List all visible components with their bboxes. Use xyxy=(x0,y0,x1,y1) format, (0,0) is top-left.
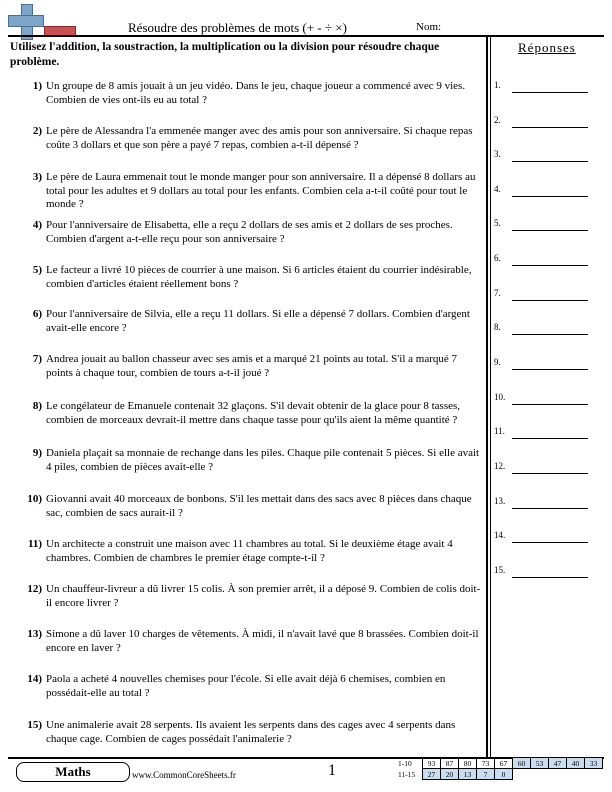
problem-number: 4) xyxy=(32,219,42,231)
header-divider xyxy=(8,35,604,37)
score-cell: 60 xyxy=(513,758,531,769)
answer-number: 2. xyxy=(494,115,501,125)
problem-number: 6) xyxy=(32,308,42,320)
answer-number: 9. xyxy=(494,357,501,367)
problem-number: 15) xyxy=(27,719,42,731)
answer-underline xyxy=(512,265,588,266)
problem-number: 8) xyxy=(32,400,42,412)
answer-underline xyxy=(512,508,588,509)
answer-underline xyxy=(512,404,588,405)
answer-underline xyxy=(512,473,588,474)
answer-underline xyxy=(512,92,588,93)
score-cell: 47 xyxy=(549,758,567,769)
answer-number: 13. xyxy=(494,496,506,506)
problem-text: Un chauffeur-livreur a dû livrer 15 colis. À son premier arrêt, il a déposé 9. Combien de colis doit-il encore livrer ? xyxy=(46,583,481,609)
answer-number: 7. xyxy=(494,288,501,298)
answer-underline xyxy=(512,577,588,578)
column-divider xyxy=(486,37,488,757)
problem-text: Giovanni avait 40 morceaux de bonbons. S'il les mettait dans des sacs avec 8 pièces dans chaque sac, combien de sacs aurait-il ? xyxy=(46,493,472,519)
problem-text: Pour l'anniversaire de Silvia, elle a reçu 11 dollars. Si elle a dépensé 7 dollars. Combien d'argent avait-elle encore ? xyxy=(46,308,470,334)
score-row xyxy=(398,769,603,780)
answer-line[interactable] xyxy=(494,426,599,442)
score-cell: 40 xyxy=(567,758,585,769)
answer-line[interactable] xyxy=(494,565,599,581)
instructions: Utilisez l'addition, la soustraction, la multiplication ou la division pour résoudre chaque problème. xyxy=(10,41,440,68)
answer-line[interactable] xyxy=(494,357,599,373)
answer-number: 8. xyxy=(494,322,501,332)
answer-number: 10. xyxy=(494,392,506,402)
answer-line[interactable] xyxy=(494,149,599,165)
score-table xyxy=(398,757,603,780)
answer-underline xyxy=(512,230,588,231)
problem-text: Le père de Laura emmenait tout le monde manger pour son anniversaire. Il a dépensé 8 dollars au total pour les adultes et 9 dollars au total pour les enfants. Combien cela a-t-il coûté pour tout le monde ? xyxy=(46,171,476,210)
answer-underline xyxy=(512,542,588,543)
problem-text: Le facteur a livré 10 pièces de courrier à une maison. Si 6 articles étaient du courrier indésirable, combien d'articles étaient réellement bons ? xyxy=(46,264,472,290)
problem-number: 11) xyxy=(27,538,42,550)
problem-text: Andrea jouait au ballon chasseur avec ses amis et a marqué 21 points au total. S'il a marqué 7 points à chaque tour, combien de tours a-t-il joué ? xyxy=(46,353,457,379)
problem-text: Un architecte a construit une maison avec 11 chambres au total. Si le deuxième étage avait 4 chambres. Combien de chambres le premier étage compte-t-il ? xyxy=(46,538,453,564)
problem-number: 7) xyxy=(32,353,42,365)
answer-line[interactable] xyxy=(494,80,599,96)
score-cell: 33 xyxy=(585,758,603,769)
score-cell: 93 xyxy=(423,758,441,769)
problem-number: 5) xyxy=(32,264,42,276)
score-cell: 7 xyxy=(477,769,495,780)
answer-line[interactable] xyxy=(494,392,599,408)
answer-underline xyxy=(512,127,588,128)
problem-text: Le congélateur de Emanuele contenait 32 glaçons. S'il devait obtenir de la glace pour 8 tasses, combien de morceaux devrait-il mettre dans chaque tasse pour qu'ils aient la même quantité ? xyxy=(46,400,461,426)
answer-line[interactable] xyxy=(494,184,599,200)
answer-number: 1. xyxy=(494,80,501,90)
problem-number: 3) xyxy=(32,171,42,183)
problem-number: 12) xyxy=(27,583,42,595)
answer-number: 11. xyxy=(494,426,505,436)
score-cell: 73 xyxy=(477,758,495,769)
answer-number: 12. xyxy=(494,461,506,471)
answer-number: 5. xyxy=(494,218,501,228)
problem-number: 13) xyxy=(27,628,42,640)
subject-badge: Maths xyxy=(16,762,130,782)
answer-underline xyxy=(512,369,588,370)
problem-text: Simone a dû laver 10 charges de vêtements. À midi, il n'avait lavé que 8 brassées. Combien doit-il encore en laver ? xyxy=(46,628,479,654)
score-row-label: 11-15 xyxy=(398,769,416,779)
answer-underline xyxy=(512,161,588,162)
answer-line[interactable] xyxy=(494,218,599,234)
problem-number: 10) xyxy=(27,493,42,505)
score-cell: 67 xyxy=(495,758,513,769)
answer-line[interactable] xyxy=(494,288,599,304)
score-cell: 53 xyxy=(531,758,549,769)
score-cell: 27 xyxy=(423,769,441,780)
problem-number: 14) xyxy=(27,673,42,685)
score-cell: 20 xyxy=(441,769,459,780)
column-divider-inner xyxy=(490,37,491,757)
answer-underline xyxy=(512,438,588,439)
answer-number: 15. xyxy=(494,565,506,575)
score-row xyxy=(398,758,603,769)
answers-header: Réponses xyxy=(518,40,576,55)
answer-number: 4. xyxy=(494,184,501,194)
score-cell: 13 xyxy=(459,769,477,780)
problem-text: Paola a acheté 4 nouvelles chemises pour l'école. Si elle avait déjà 6 chemises, combien en possédait-elle au total ? xyxy=(46,673,446,699)
problem-number: 2) xyxy=(32,125,42,137)
answer-line[interactable] xyxy=(494,322,599,338)
problem-number: 1) xyxy=(32,80,42,92)
problem-text: Daniela plaçait sa monnaie de rechange dans les piles. Chaque pile contenait 5 pièces. Si elle avait 4 piles, combien de pièces avait-elle ? xyxy=(46,447,480,473)
score-cell: 0 xyxy=(495,769,513,780)
answer-line[interactable] xyxy=(494,496,599,512)
problem-text: Pour l'anniversaire de Elisabetta, elle a reçu 2 dollars de ses amis et 2 dollars de ses proches. Combien d'argent a-t-elle reçu pour son anniversaire ? xyxy=(46,219,453,245)
answer-number: 6. xyxy=(494,253,501,263)
answer-underline xyxy=(512,196,588,197)
answer-number: 14. xyxy=(494,530,506,540)
answer-line[interactable] xyxy=(494,530,599,546)
name-label: Nom: xyxy=(416,21,442,33)
problem-number: 9) xyxy=(32,447,42,459)
score-cell: 87 xyxy=(441,758,459,769)
page-number: 1 xyxy=(328,762,336,779)
answer-underline xyxy=(512,334,588,335)
answer-line[interactable] xyxy=(494,115,599,131)
problem-text: Le père de Alessandra l'a emmenée manger avec des amis pour son anniversaire. Si chaque repas coûte 3 dollars et que son père a payé 7 repas, combien a-t-il dépensé ? xyxy=(46,125,473,151)
score-cell: 80 xyxy=(459,758,477,769)
answer-underline xyxy=(512,300,588,301)
problem-text: Une animalerie avait 28 serpents. Ils avaient les serpents dans des cages avec 4 serpents dans chaque cage. Combien de cages possédait l'animalerie ? xyxy=(46,719,456,745)
score-row-label: 1-10 xyxy=(398,758,412,768)
answer-line[interactable] xyxy=(494,253,599,269)
page-title: Résoudre des problèmes de mots (+ - ÷ ×) xyxy=(128,20,347,35)
website-url: www.CommonCoreSheets.fr xyxy=(132,770,236,780)
problem-text: Un groupe de 8 amis jouait à un jeu vidéo. Dans le jeu, chaque joueur a commencé avec 9 vies. Combien de vies ont-ils eu au total ? xyxy=(46,80,466,106)
answer-number: 3. xyxy=(494,149,501,159)
answer-line[interactable] xyxy=(494,461,599,477)
